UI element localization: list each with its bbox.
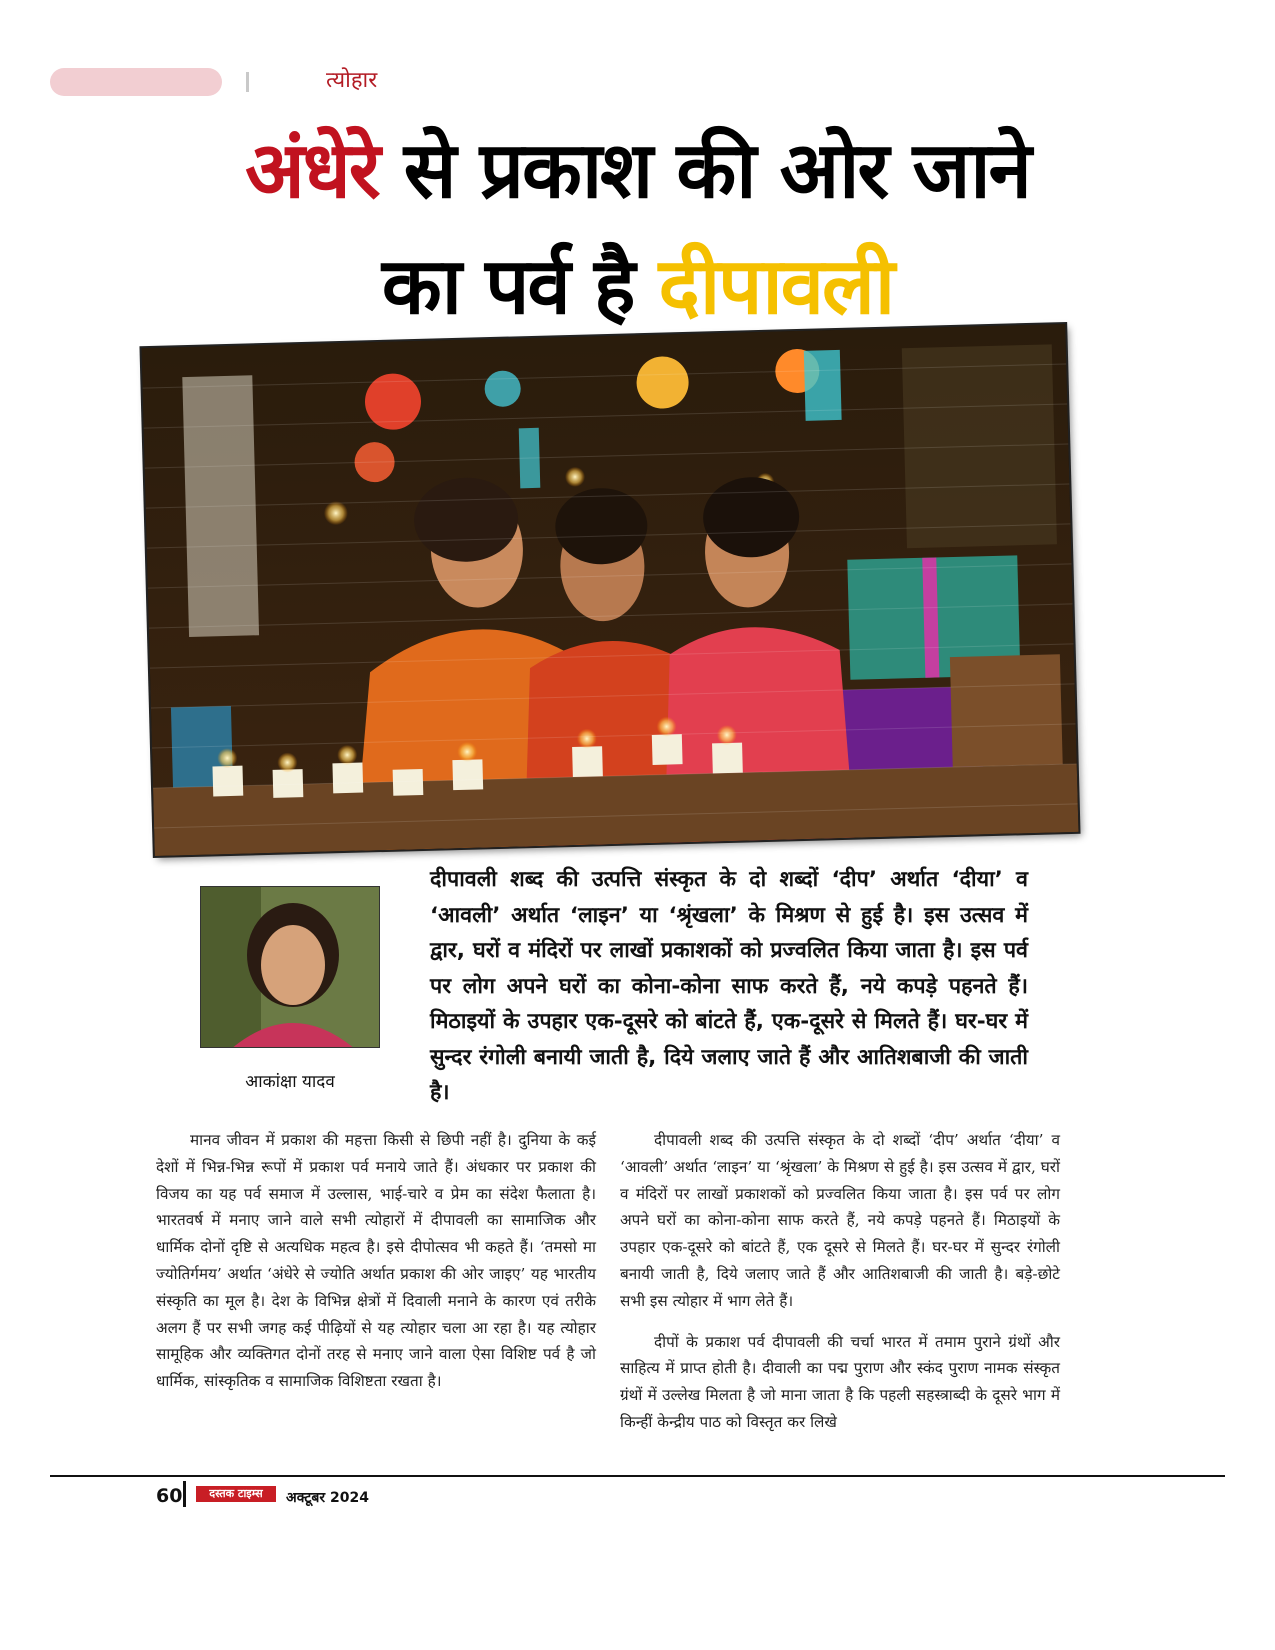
footer-separator bbox=[183, 1481, 186, 1507]
section-divider bbox=[246, 72, 249, 92]
footer-rule bbox=[50, 1475, 1225, 1477]
issue-date: अक्टूबर 2024 bbox=[286, 1490, 369, 1506]
headline-line-1-rest: से प्रकाश की ओर जाने bbox=[378, 126, 1030, 216]
masthead-logo: दस्तक टाइम्स bbox=[196, 1486, 276, 1502]
body-paragraph: दीपावली शब्द की उत्पत्ति संस्कृत के दो शब्दों ‘दीप’ अर्थात ‘दीया’ व ‘आवली’ अर्थात ‘लाइन’ या ‘श्रृंखला’ के मिश्रण से हुई है। इस उत्सव में द्वार, घरों व मंदिरों पर लाखों प्रकाशकों को प्रज्वलित किया जाता है। इस पर्व पर लोग अपने घरों का कोना-कोना साफ करते हैं, नये कपड़े पहनते हैं। मिठाइयों के उपहार एक-दूसरे को बांटते हैं, एक दूसरे से मिलते हैं। घर-घर में सुन्दर रंगोली बनायी जाती है, दिये जलाए जाते हैं और आतिशबाजी की जाती है। बड़े-छोटे सभी इस त्योहार में भाग लेते हैं। bbox=[620, 1131, 1060, 1310]
section-label: त्योहार bbox=[326, 68, 378, 93]
headline-yellow-word: दीपावली bbox=[658, 242, 894, 332]
author-photo bbox=[200, 886, 380, 1048]
body-paragraph: मानव जीवन में प्रकाश की महत्ता किसी से छिपी नहीं है। दुनिया के कई देशों में भिन्न-भिन्न रूपों में प्रकाश पर्व मनाये जाते हैं। अंधकार पर प्रकाश की विजय का यह पर्व समाज में उल्लास, भाई-चारे व प्रेम का संदेश फैलाता है। भारतवर्ष में मनाए जाने वाले सभी त्योहारों में दीपावली का सामाजिक और धार्मिक दोनों दृष्टि से अत्यधिक महत्व है। इसे दीपोत्सव भी कहते हैं। ‘तमसो मा ज्योतिर्गमय’ अर्थात ‘अंधेरे से ज्योति अर्थात प्रकाश की ओर जाइए’ यह भारतीय संस्कृति का मूल है। देश के विभिन्न क्षेत्रों में दिवाली मनाने के कारण एवं तरीके अलग हैं पर सभी जगह कई पीढ़ियों से यह त्योहार चला आ रहा है। यह त्योहार सामूहिक और व्यक्तिगत दोनों तरह से मनाए जाने वाला ऐसा विशिष्ट पर्व है जो धार्मिक, सांस्कृतिक व सामाजिक विशिष्टता रखता है। bbox=[156, 1131, 596, 1391]
hero-photo-illustration bbox=[142, 324, 1079, 856]
body-column-left bbox=[156, 1127, 596, 1395]
headline-line-2-start: का पर्व है bbox=[381, 242, 659, 332]
page-number: 60 bbox=[156, 1485, 183, 1507]
body-column-right bbox=[620, 1127, 1060, 1436]
headline-line-2 bbox=[90, 242, 1185, 332]
author-name: आकांक्षा यादव bbox=[245, 1072, 335, 1092]
headline-line-1 bbox=[90, 126, 1185, 216]
author-portrait-illustration bbox=[201, 887, 380, 1048]
section-pill-decoration bbox=[50, 68, 222, 96]
headline-red-word: अंधेरे bbox=[245, 126, 379, 216]
hero-photo bbox=[142, 324, 1079, 856]
body-paragraph: दीपों के प्रकाश पर्व दीपावली की चर्चा भारत में तमाम पुराने ग्रंथों और साहित्य में प्राप्त होती है। दीवाली का पद्म पुराण और स्कंद पुराण नामक संस्कृत ग्रंथों में उल्लेख मिलता है जो माना जाता है कि पहली सहस्त्राब्दी के दूसरे भाग में किन्हीं केन्द्रीय पाठ को विस्तृत कर लिखे bbox=[620, 1332, 1060, 1431]
intro-paragraph: दीपावली शब्द की उत्पत्ति संस्कृत के दो शब्दों ‘दीप’ अर्थात ‘दीया’ व ‘आवली’ अर्थात ‘लाइन’ या ‘श्रृंखला’ के मिश्रण से हुई है। इस उत्सव में द्वार, घरों व मंदिरों पर लाखों प्रकाशकों को प्रज्वलित किया जाता है। इस पर्व पर लोग अपने घरों का कोना-कोना साफ करते हैं, नये कपड़े पहनते हैं। मिठाइयों के उपहार एक-दूसरे को बांटते हैं, एक-दूसरे से मिलते हैं। घर-घर में सुन्दर रंगोली बनायी जाती है, दिये जलाए जाते हैं और आतिशबाजी की जाती है। bbox=[430, 867, 1028, 1105]
